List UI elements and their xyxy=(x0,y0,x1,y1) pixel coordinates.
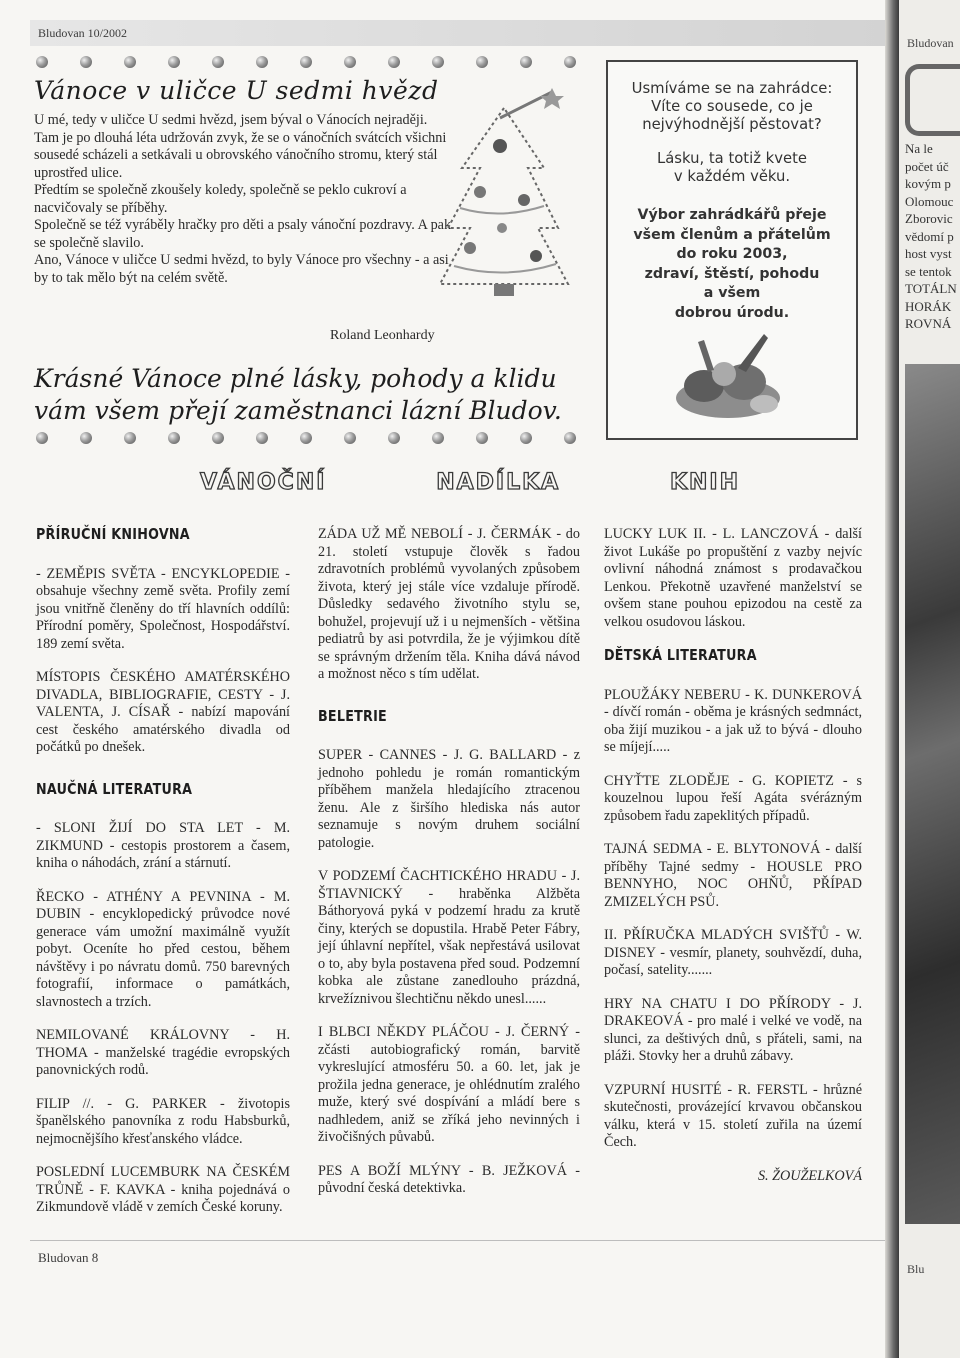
book-entry: - SLONI ŽIJÍ DO STA LET - M. ZIKMUND - cestopis prostorem a časem, kniha o náhodách, zrání a stárnutí. xyxy=(36,820,290,871)
book-entry: MÍSTOPIS ČESKÉHO AMATÉRSKÉHO DIVADLA, BIBLIOGRAFIE, CESTY - J. VALENTA, J. CÍSAŘ - nabízí mapování cest českého amatérského divadla od počátků po dnešek. xyxy=(36,669,290,755)
next-page-footer: Blu xyxy=(907,1262,925,1276)
section-heading: BELETRIE xyxy=(318,706,387,725)
banner-word: VÁNOČNÍ xyxy=(200,469,327,495)
book-entry: FILIP //. - G. PARKER - životopis španělského panovníka z rodu Habsburků, nejmocnějšího křesťanského vládce. xyxy=(36,1095,290,1147)
book-entry: ZÁDA UŽ MĚ NEBOLÍ - J. ČERMÁK - do 21. století vstupuje člověk s řadou zdravotních problémů vyvolaných způsobem života, který jej stále více vzdaluje přírodě. Důsledky sedavého životního stylu se, bohužel, projevují už i u nejmenších - většina pediatrů by asi potvrdila, že je výjimkou dítě se správným držením těla. Kniha dává návod a možnost něco s tím udělat. xyxy=(318,526,580,682)
ad-intro xyxy=(608,80,856,134)
next-page-line: ROVNÁ xyxy=(905,316,952,331)
dot-icon xyxy=(388,432,400,444)
ad-line: nejvýhodnější pěstovat? xyxy=(642,116,822,133)
next-page-photo xyxy=(905,364,960,1224)
book-entry: PES A BOŽÍ MLÝNY - B. JEŽKOVÁ - původní česká detektivka. xyxy=(318,1162,580,1196)
ad-line: dobrou úrodu. xyxy=(674,304,790,321)
christmas-paragraph: Společně se též vyráběly hračky pro děti a psaly vánoční pozdravy. A pak se společně slavilo. xyxy=(34,217,452,251)
ad-wishes xyxy=(608,206,856,323)
dot-icon xyxy=(344,56,356,68)
dot-icon xyxy=(168,432,180,444)
next-page-edge xyxy=(899,0,960,1358)
book-entry: SUPER - CANNES - J. G. BALLARD - z jednoho pohledu je román romantickým příběhem manžela hledajícího ztracenou ženu. Ale z širšího hlediska nás autor seznamuje s novým druhem sociální patologie. xyxy=(318,747,580,851)
greeting-line-2: vám všem přejí zaměstnanci lázní Bludov. xyxy=(34,396,562,425)
ad-line: v každém věku. xyxy=(673,168,791,185)
dot-icon xyxy=(388,56,400,68)
dot-icon xyxy=(124,56,136,68)
next-page-line: Zborovic xyxy=(905,211,953,226)
book-entry: VZPURNÍ HUSITÉ - R. FERSTL - hrůzné skutečnosti, provázející krvavou občanskou válku, která v 15. století zuřila na území Čech. xyxy=(604,1081,862,1150)
next-page-header: Bludovan xyxy=(907,36,954,50)
ad-line: všem členům a přátelům xyxy=(633,226,831,243)
books-banner xyxy=(200,462,740,502)
dot-row-top xyxy=(36,56,576,68)
dot-icon xyxy=(300,432,312,444)
book-entry: HRY NA CHATU I DO PŘÍRODY - J. DRAKEOVÁ - pro malé i velké ve vodě, na slunci, za deštivých dnů, s přáteli, sami, na pláži. Stovky her a druhů zábavy. xyxy=(604,995,862,1064)
garden-ad-box xyxy=(606,60,858,440)
christmas-tree-icon xyxy=(440,88,570,298)
dot-icon xyxy=(256,56,268,68)
book-entry: PLOUŽÁKY NEBERU - K. DUNKEROVÁ - dívčí román - oběma je krásných sedmnáct, oba žijí muzikou - a jak už to bývá - dlouho se míjejí..... xyxy=(604,686,862,755)
ad-answer xyxy=(608,150,856,186)
next-page-line: HORÁK xyxy=(905,298,952,314)
dot-icon xyxy=(36,432,48,444)
dot-icon xyxy=(564,432,576,444)
book-entry: CHYŤTE ZLODĚJE - G. KOPIETZ - s kouzelnou lupou řeší Agáta svérázným způsobem řadu zapeklitých případů. xyxy=(604,772,862,824)
dot-icon xyxy=(564,56,576,68)
section-heading: PŘÍRUČNÍ KNIHOVNA xyxy=(36,525,190,543)
header-band xyxy=(30,20,885,46)
dot-row-bottom xyxy=(36,432,576,444)
dot-icon xyxy=(344,432,356,444)
dot-icon xyxy=(36,56,48,68)
dot-icon xyxy=(432,432,444,444)
article-author: S. ŽOUŽELKOVÁ xyxy=(757,1167,862,1184)
dot-icon xyxy=(212,432,224,444)
dot-icon xyxy=(432,56,444,68)
next-page-line: kovým p xyxy=(905,176,951,191)
next-page-line: počet úč xyxy=(905,158,949,174)
greeting-line-1: Krásné Vánoce plné lásky, pohody a klidu xyxy=(34,364,557,393)
book-entry: TAJNÁ SEDMA - E. BLYTONOVÁ - další příběhy Tajné sedmy - HOUSLE PRO BENNYHO, NOC OHŇŮ, PŘÍPAD ZMIZELÝCH PSŮ. xyxy=(604,841,862,910)
header-issue: Bludovan 10/2002 xyxy=(38,26,127,40)
christmas-paragraph: Tam je po dlouhá léta udržován zvyk, že se o vánočních svátcích všichni sousedé scházeli a setkávali u obrovského vánočního stromu, který stál uprostřed ulice. xyxy=(34,129,447,181)
dot-icon xyxy=(124,432,136,444)
footer-rule xyxy=(30,1240,885,1241)
dot-icon xyxy=(168,56,180,68)
ad-line: Víte co sousede, co je xyxy=(651,98,813,115)
column-2 xyxy=(318,526,580,1214)
christmas-paragraph: U mé, tedy v uličce U sedmi hvězd, jsem býval o Vánocích nejraději. xyxy=(34,112,428,128)
ad-line: a všem xyxy=(703,285,761,301)
dot-icon xyxy=(80,56,92,68)
column-3 xyxy=(604,526,862,1185)
next-page-line: vědomí p xyxy=(905,228,954,244)
ad-line: Výbor zahrádkářů přeje xyxy=(637,207,827,223)
ad-line: do roku 2003, xyxy=(676,246,788,262)
book-entry: V PODZEMÍ ČACHTICKÉHO HRADU - J. ŠTIAVNICKÝ - hraběnka Alžběta Báthoryová pyká v podzemí hradu za krutě činy, kterých se dopustila. Hrabě Peter Fábry, její úhlavní nepřítel, však nepřestává usilovat o to, aby byla postavena před soud. Podzemní kobka ale zůstane zanedlouho prázdná, krvežíznivou šlechtičnu někdo unesl...... xyxy=(318,868,580,1007)
book-entry: II. PŘÍRUČKA MLADÝCH SVIŠŤŮ - W. DISNEY - vesmír, planety, souhvězdí, duha, počasí, satelity....... xyxy=(604,927,862,978)
book-entry: LUCKY LUK II. - L. LANCZOVÁ - další život Lukáše po propuštění z vazby nejvíc ovlivní náhodná známost s prodavačkou Lenkou. Překotně uzavřené manželství se ovšem stane pouhou epizodou na cestě za velkou osudovou láskou. xyxy=(604,526,862,630)
next-page-line: host vyst xyxy=(905,246,952,261)
christmas-story xyxy=(34,112,454,287)
next-page-text xyxy=(905,140,957,333)
christmas-paragraph: Předtím se společně zkoušely koledy, společně se peklo cukroví a nacvičovaly se příběhy. xyxy=(34,182,407,216)
christmas-title: Vánoce v uličce U sedmi hvězd xyxy=(34,76,439,105)
next-page-line: Na le xyxy=(905,141,933,156)
book-entry: I BLBCI NĚKDY PLÁČOU - J. ČERNÝ - zčásti autobiografický román, barvitě vykreslující atmosféru 50. a 60. let, jak je prožila jedna generace, je ohlédnutím zralého muže, který své dospívání a mládí bere s nadhledem, aniž se zříká jeho nevinných i živočišných půvabů. xyxy=(318,1024,580,1145)
dot-icon xyxy=(520,56,532,68)
dot-icon xyxy=(476,56,488,68)
banner-word: KNIH xyxy=(669,469,740,495)
dot-icon xyxy=(300,56,312,68)
next-page-line: TOTÁLN xyxy=(905,281,957,296)
column-1 xyxy=(36,526,290,1233)
section-heading: DĚTSKÁ LITERATURA xyxy=(604,646,757,664)
next-page-line: Olomouc xyxy=(905,193,954,209)
book-entry: NEMILOVANÉ KRÁLOVNY - H. THOMA - manželské tragédie evropských panovnických rodů. xyxy=(36,1027,290,1078)
dot-icon xyxy=(212,56,224,68)
banner-word: NADÍLKA xyxy=(436,469,561,495)
ad-line: Usmíváme se na zahrádce: xyxy=(631,80,833,97)
signature: Roland Leonhardy xyxy=(330,328,435,343)
ad-line: zdraví, štěstí, pohodu xyxy=(644,265,820,282)
section-heading: NAUČNÁ LITERATURA xyxy=(36,779,193,798)
christmas-paragraph: Ano, Vánoce v uličce U sedmi hvězd, to byly Vánoce pro všechny - a asi by to tak mělo být na celém světě. xyxy=(34,252,449,286)
dot-icon xyxy=(256,432,268,444)
page-gutter xyxy=(885,0,899,1358)
book-entry: - ZEMĚPIS SVĚTA - ENCYKLOPEDIE - obsahuje všechny země světa. Profily zemí jsou vnitřně členěny do tří hlavních oddílů: Přírodní poměry, Společnost, Hospodářství. 189 zemí světa. xyxy=(36,565,290,652)
next-page-line: se tentok xyxy=(905,263,952,279)
book-entry: ŘECKO - ATHÉNY A PEVNINA - M. DUBIN - encyklopedický průvodce nové generace vám umožní maximálně využít pobyt. Oceníte ho před cestou, během návštěvy i po návratu domů. 750 barevných fotografií, informace o památkách, slavnostech a trzích. xyxy=(36,888,290,1010)
dot-icon xyxy=(80,432,92,444)
dot-icon xyxy=(520,432,532,444)
vegetables-icon xyxy=(668,328,788,424)
next-page-frame xyxy=(905,64,960,136)
dot-icon xyxy=(476,432,488,444)
ad-line: Lásku, ta totiž kvete xyxy=(656,150,808,167)
book-entry: POSLEDNÍ LUCEMBURK NA ČESKÉM TRŮNĚ - F. KAVKA - kniha pojednává o Zikmundově vládě v zemích České koruny. xyxy=(36,1164,290,1215)
page-footer: Bludovan 8 xyxy=(38,1250,99,1265)
